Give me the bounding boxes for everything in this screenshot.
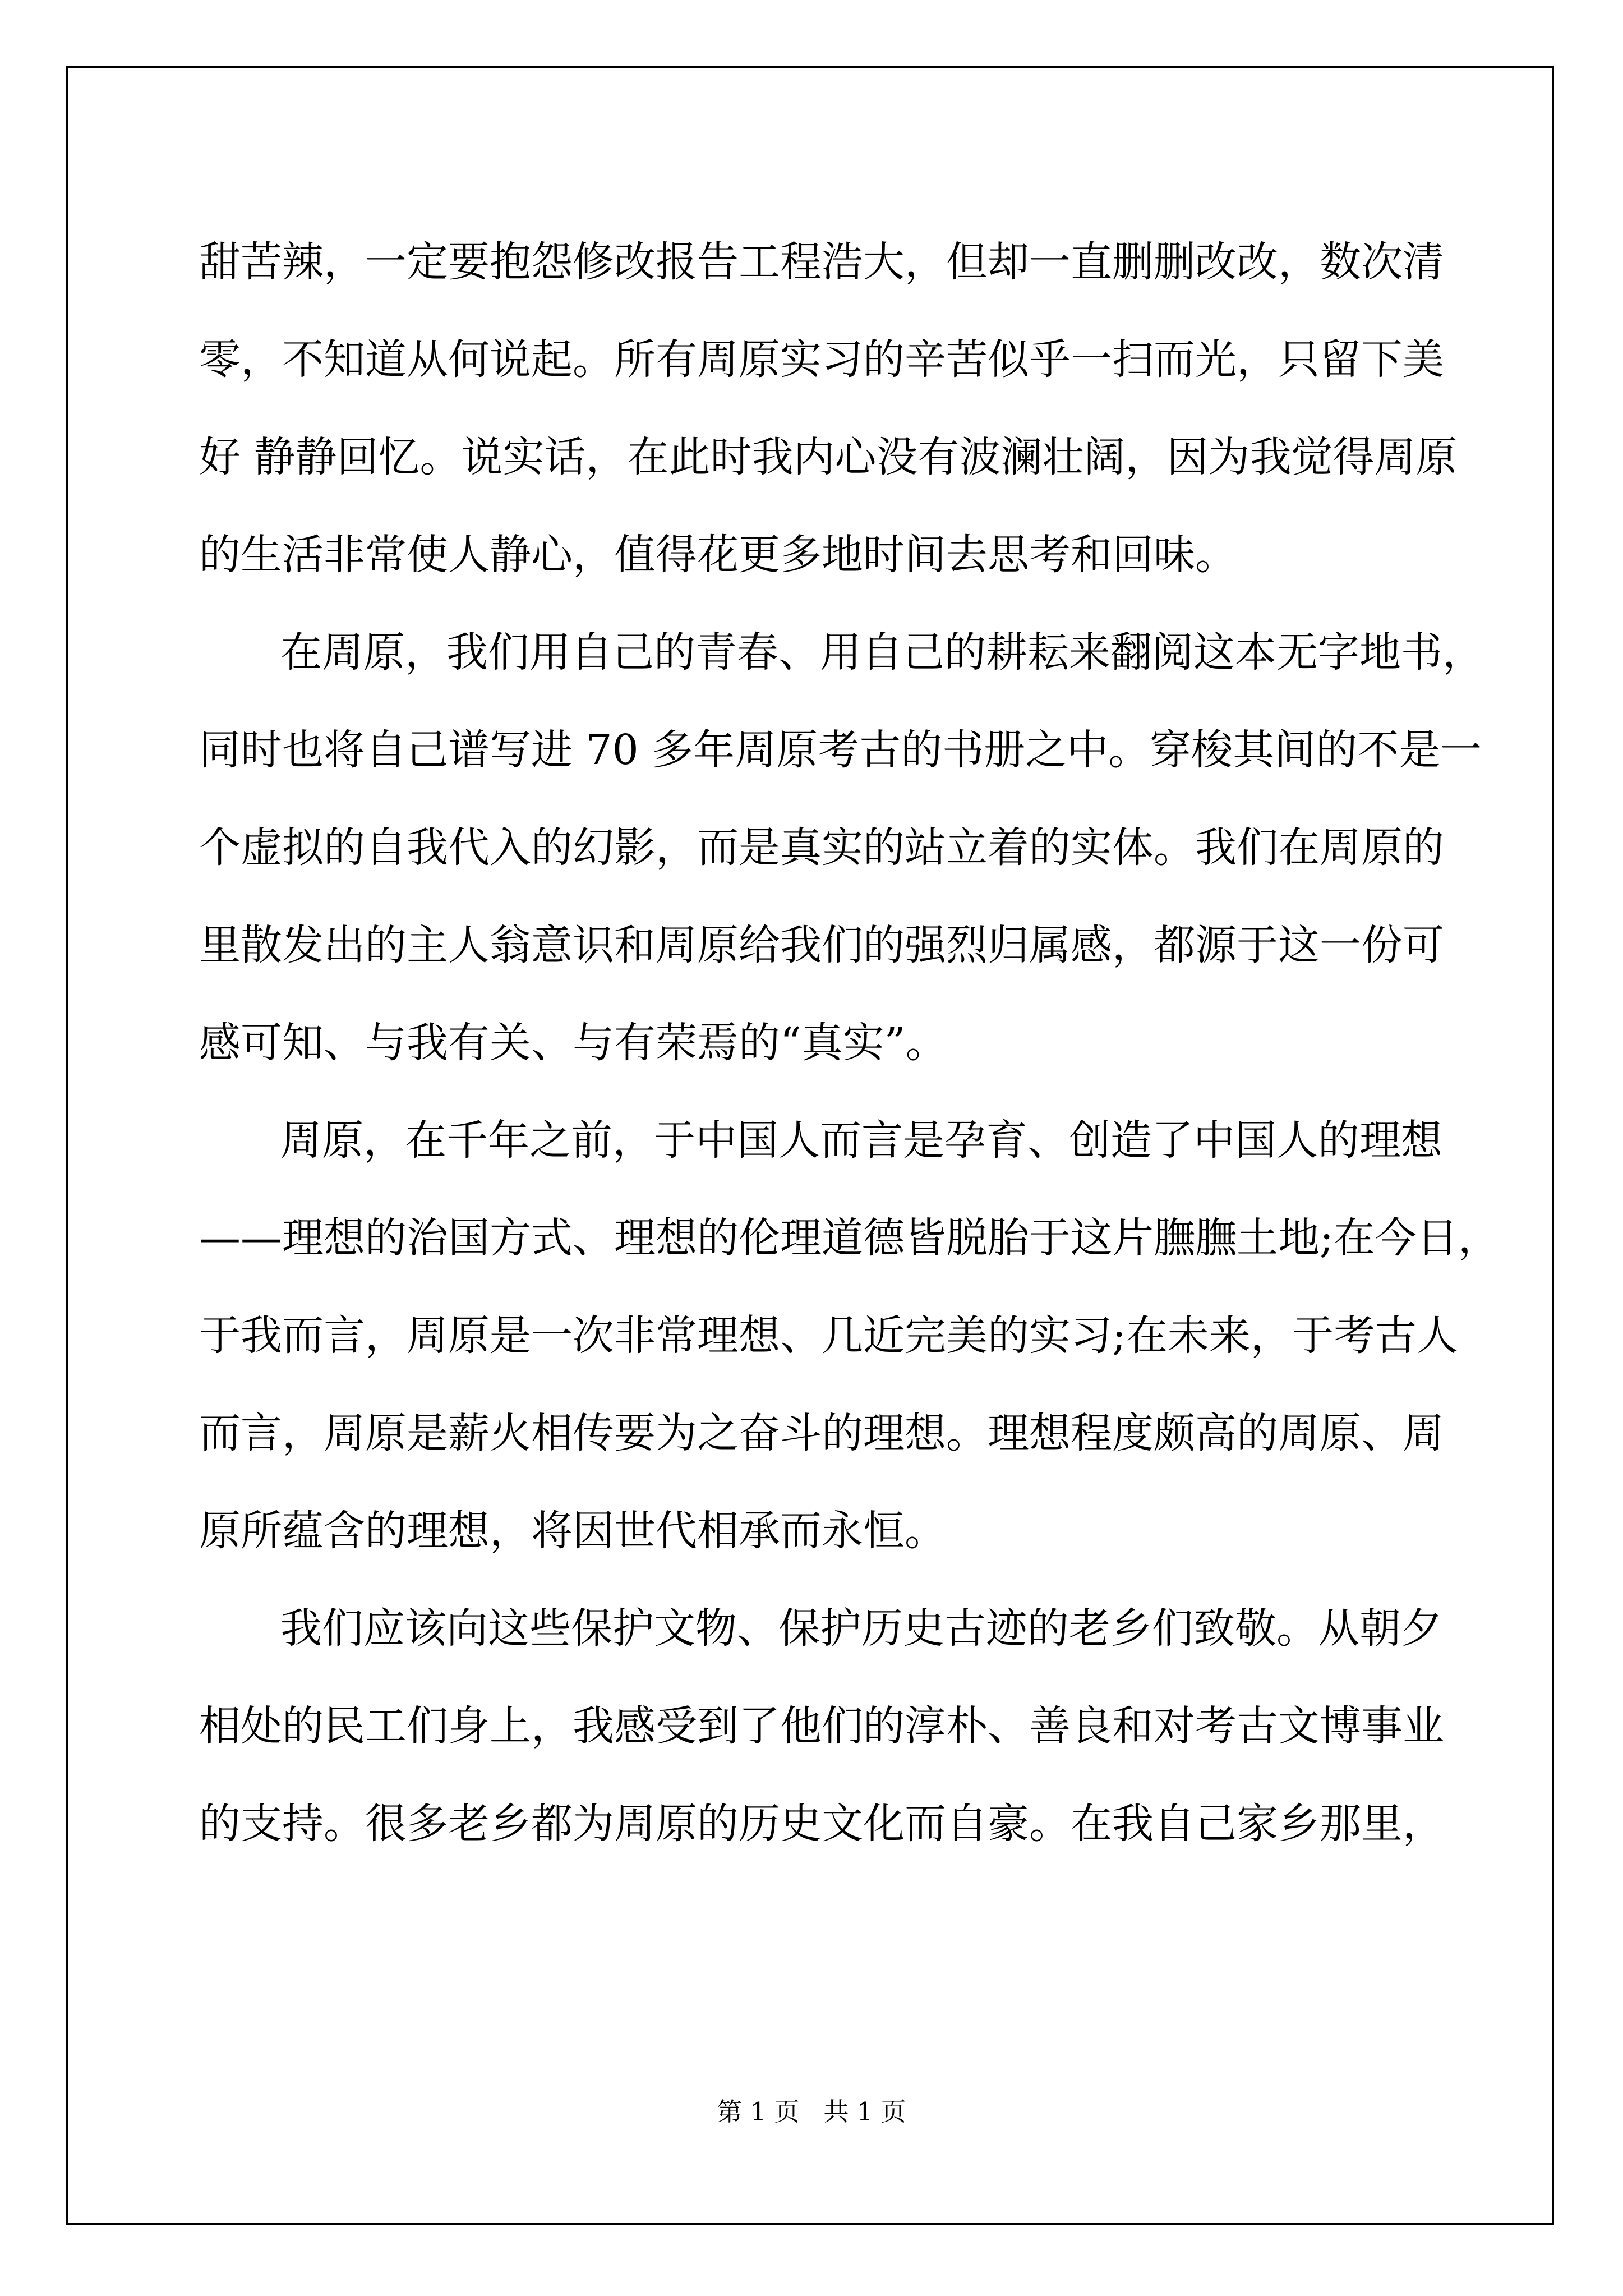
- text-line: 里散发出的主人翁意识和周原给我们的强烈归属感，都源于这一份可: [199, 921, 1444, 969]
- text-line: 甜苦辣，一定要抱怨修改报告工程浩大，但却一直删删改改，数次清: [199, 238, 1444, 286]
- text-line: 相处的民工们身上，我感受到了他们的淳朴、善良和对考古文博事业: [199, 1702, 1444, 1750]
- text-line: 零，不知道从何说起。所有周原实习的辛苦似乎一扫而光，只留下美: [199, 335, 1444, 384]
- text-line: 感可知、与我有关、与有荣焉的“真实”。: [199, 1019, 947, 1067]
- text-line: 的支持。很多老乡都为周原的历史文化而自豪。在我自己家乡那里，: [199, 1800, 1444, 1848]
- text-line: 而言，周原是薪火相传要为之奋斗的理想。理想程度颇高的周原、周: [199, 1409, 1444, 1457]
- text-line: 的生活非常使人静心，值得花更多地时间去思考和回味。: [199, 531, 1237, 579]
- text-line: ——理想的治国方式、理想的伦理道德皆脱胎于这片膴膴土地;在今日，: [199, 1214, 1500, 1262]
- text-line: 个虚拟的自我代入的幻影，而是真实的站立着的实体。我们在周原的: [199, 823, 1444, 872]
- text-line: 于我而言，周原是一次非常理想、几近完美的实习;在未来，于考古人: [199, 1312, 1458, 1360]
- document-body: [199, 213, 1500, 1872]
- text-line: 原所蕴含的理想，将因世代相承而永恒。: [199, 1507, 946, 1555]
- paragraph-start-line: 我们应该向这些保护文物、保护历史古迹的老乡们致敬。从朝夕: [280, 1604, 1442, 1653]
- paragraph-start-line: 周原，在千年之前，于中国人而言是孕育、创造了中国人的理想: [280, 1116, 1442, 1165]
- text-line: 好 静静回忆。说实话，在此时我内心没有波澜壮阔，因为我觉得周原: [199, 433, 1458, 481]
- page-number-footer: 第 1 页 共 1 页: [717, 2097, 906, 2127]
- paragraph-start-line: 在周原，我们用自己的青春、用自己的耕耘来翻阅这本无字地书，: [280, 628, 1484, 677]
- text-line: 同时也将自己谱写进 70 多年周原考古的书册之中。穿梭其间的不是一: [199, 726, 1482, 774]
